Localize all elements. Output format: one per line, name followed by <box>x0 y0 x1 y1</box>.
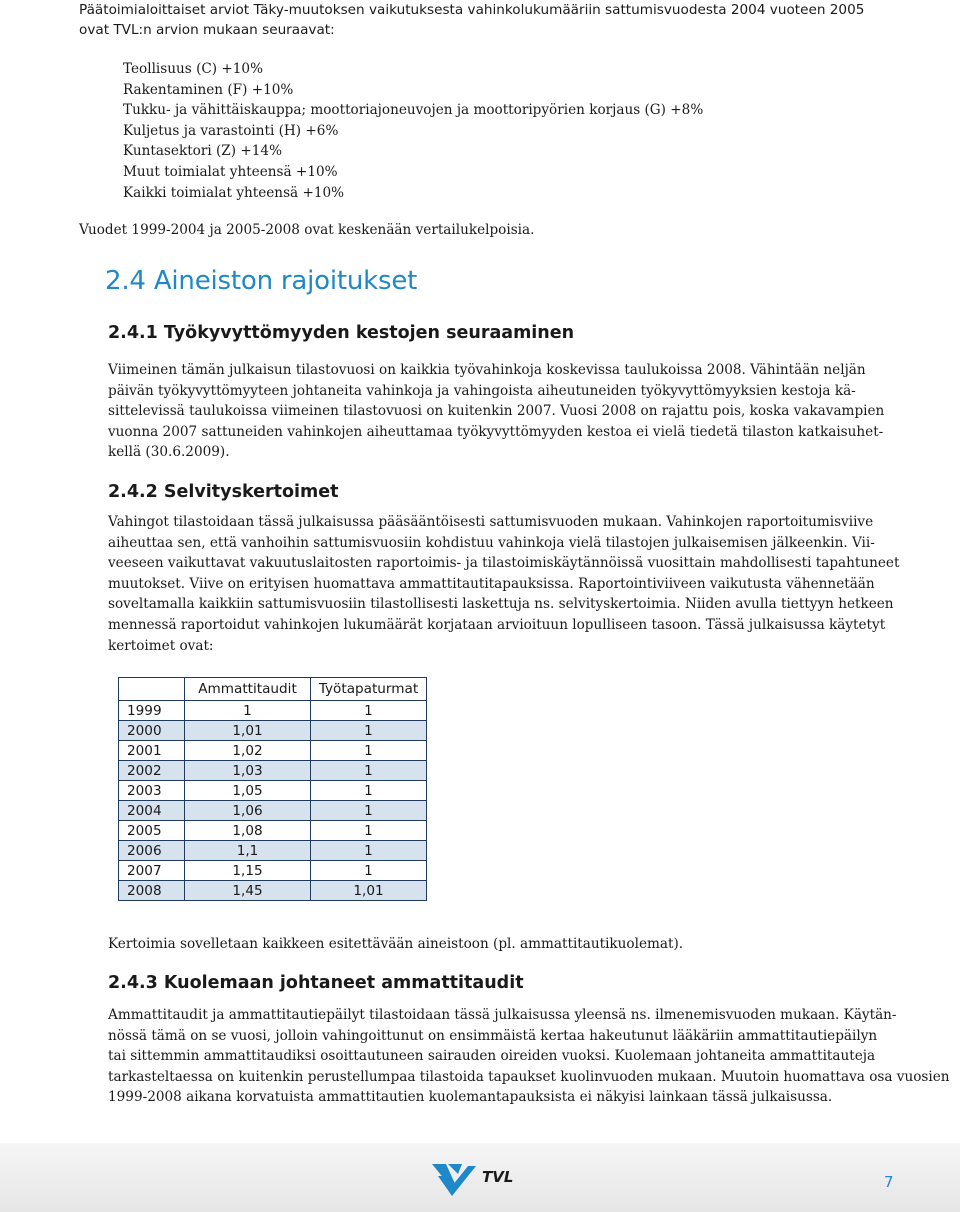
table-cell: 2004 <box>119 801 185 821</box>
paragraph-line: kertoimet ovat: <box>108 637 214 654</box>
after-table-note <box>108 934 880 955</box>
intro-line: ovat TVL:n arvion mukaan seuraavat: <box>79 22 335 38</box>
impact-list <box>123 59 703 203</box>
table-cell: 1 <box>311 841 427 861</box>
subsection-title-241: 2.4.1 Työkyvyttömyyden kestojen seuraaminen <box>108 323 575 343</box>
list-item: Tukku- ja vähittäiskauppa; moottoriajoneuvojen ja moottoripyörien korjaus (G) +8% <box>123 102 704 119</box>
table-cell: 2002 <box>119 761 185 781</box>
tvl-logo-text: TVL <box>482 1168 514 1186</box>
table-cell: 1,1 <box>185 841 311 861</box>
table-cell: 2001 <box>119 741 185 761</box>
table-row <box>119 821 427 841</box>
section-title: 2.4 Aineiston rajoitukset <box>105 266 418 296</box>
table-cell: 1,06 <box>185 801 311 821</box>
list-item: Teollisuus (C) +10% <box>123 61 263 77</box>
paragraph-243 <box>108 1005 950 1108</box>
table-cell: 1 <box>311 741 427 761</box>
paragraph-line: tai sittemmin ammattitaudiksi osoittautuneen sairauden oireiden vuoksi. Kuolemaan johtaneita ammattitauteja <box>108 1048 876 1065</box>
paragraph-line: vuonna 2007 sattuneiden vahinkojen aiheuttamaa työkyvyttömyyden kestoa ei vielä tiedetä tilaston katkaisuhet- <box>108 423 884 440</box>
table-cell: 1 <box>311 701 427 721</box>
page-number: 7 <box>884 1173 894 1191</box>
paragraph-line: mennessä raportoidut vahinkojen lukumäärät korjataan arvioituun lopulliseen tasoon. Tässä julkaisussa käytetyt <box>108 616 886 633</box>
table-header-cell <box>119 678 185 701</box>
tvl-logo <box>432 1160 532 1204</box>
table-row <box>119 841 427 861</box>
table-header-row <box>119 678 427 701</box>
table-cell: 1,45 <box>185 881 311 901</box>
paragraph-line: muutokset. Viive on erityisen huomattava ammattitautitapauksissa. Raportointiviiveen vaikutusta vähennetään <box>108 575 875 592</box>
table-cell: 1 <box>185 701 311 721</box>
intro-text <box>79 0 899 40</box>
paragraph-line: Vahingot tilastoidaan tässä julkaisussa pääsääntöisesti sattumisvuoden mukaan. Vahinkojen raportoitumisviive <box>108 514 874 530</box>
list-item: Kaikki toimialat yhteensä +10% <box>123 184 345 201</box>
table-cell: 1,02 <box>185 741 311 761</box>
table-row <box>119 861 427 881</box>
table-cell: 1,01 <box>185 721 311 741</box>
comparability-note: Vuodet 1999-2004 ja 2005-2008 ovat keskenään vertailukelpoisia. <box>79 222 535 238</box>
paragraph-line: Ammattitaudit ja ammattitautiepäilyt tilastoidaan tässä julkaisussa yleensä ns. ilmenemisvuoden mukaan. Käytän- <box>108 1007 897 1023</box>
table-cell: 1 <box>311 821 427 841</box>
list-item: Rakentaminen (F) +10% <box>123 81 294 98</box>
table-cell: 2007 <box>119 861 185 881</box>
paragraph-line: aiheuttaa sen, että vanhoihin sattumisvuosiin kohdistuu vahinkoja vielä tilastojen julkaisemisen jälkeenkin. Vii- <box>108 534 875 551</box>
table-row <box>119 721 427 741</box>
paragraph-line: tarkasteltaessa on kuitenkin perustellumpaa tilastoida tapaukset kuolinvuoden mukaan. Muutoin huomattava osa vuosien <box>108 1068 950 1085</box>
table-cell: 1 <box>311 861 427 881</box>
table-cell: 1 <box>311 801 427 821</box>
subsection-title-243: 2.4.3 Kuolemaan johtaneet ammattitaudit <box>108 973 524 993</box>
paragraph-line: Viimeinen tämän julkaisun tilastovuosi on kaikkia työvahinkoja koskevissa taulukoissa 2008. Vähintään neljän <box>108 362 866 378</box>
paragraph-line: veeseen vaikuttavat vakuutuslaitosten raportoimis- ja tilastoimiskäytännöissä vuosittain mahdollisesti tapahtuneet <box>108 555 900 572</box>
intro-line: Päätoimialoittaiset arviot Täky-muutoksen vaikutuksesta vahinkolukumääriin sattumisvuodesta 2004 vuoteen 2005 <box>79 2 865 18</box>
table-cell: 1,05 <box>185 781 311 801</box>
paragraph-241 <box>108 360 885 463</box>
table-cell: 2005 <box>119 821 185 841</box>
paragraph-line: nössä tämä on se vuosi, jolloin vahingoittunut on ensimmäistä kertaa hakeutunut lääkäriin ammattitautiepäilyn <box>108 1027 878 1044</box>
table-cell: 2006 <box>119 841 185 861</box>
table-cell: 1 <box>311 781 427 801</box>
table-row <box>119 881 427 901</box>
table-row <box>119 801 427 821</box>
paragraph-line: Kertoimia sovelletaan kaikkeen esitettävään aineistoon (pl. ammattitautikuolemat). <box>108 936 684 952</box>
table-cell: 1,03 <box>185 761 311 781</box>
paragraph-line: kellä (30.6.2009). <box>108 444 230 461</box>
table-cell: 2008 <box>119 881 185 901</box>
paragraph-line: sittelevissä taulukoissa viimeinen tilastovuosi on kuitenkin 2007. Vuosi 2008 on rajattu pois, koska vakavampien <box>108 403 885 420</box>
table-row <box>119 741 427 761</box>
list-item: Kuntasektori (Z) +14% <box>123 143 282 160</box>
list-item: Muut toimialat yhteensä +10% <box>123 163 338 180</box>
table-cell: 2003 <box>119 781 185 801</box>
table-cell: 2000 <box>119 721 185 741</box>
paragraph-line: soveltamalla kaikkiin sattumisvuosiin tilastollisesti laskettuja ns. selvityskertoimia. Niiden avulla tiettyyn hetkeen <box>108 596 894 613</box>
table-cell: 1,15 <box>185 861 311 881</box>
paragraph-line: päivän työkyvyttömyyteen johtaneita vahinkoja ja vahingoista aiheutuneiden työkyvyttömyyksien kestoja kä- <box>108 382 856 399</box>
table-row <box>119 701 427 721</box>
table-cell: 1 <box>311 721 427 741</box>
coefficient-table <box>118 677 427 901</box>
table-row <box>119 761 427 781</box>
table-cell: 1,08 <box>185 821 311 841</box>
table-cell: 1999 <box>119 701 185 721</box>
table-cell: 1 <box>311 761 427 781</box>
list-item: Kuljetus ja varastointi (H) +6% <box>123 122 339 139</box>
table-header-cell: Ammattitaudit <box>185 678 311 701</box>
table-cell: 1,01 <box>311 881 427 901</box>
table-header-cell: Työtapaturmat <box>311 678 427 701</box>
paragraph-line: 1999-2008 aikana korvatuista ammattitautien kuolemantapauksista ei näkyisi lainkaan tässä julkaisussa. <box>108 1089 833 1106</box>
table-row <box>119 781 427 801</box>
subsection-title-242: 2.4.2 Selvityskertoimet <box>108 482 339 502</box>
tvl-logo-icon <box>432 1160 532 1200</box>
paragraph-242 <box>108 512 900 656</box>
